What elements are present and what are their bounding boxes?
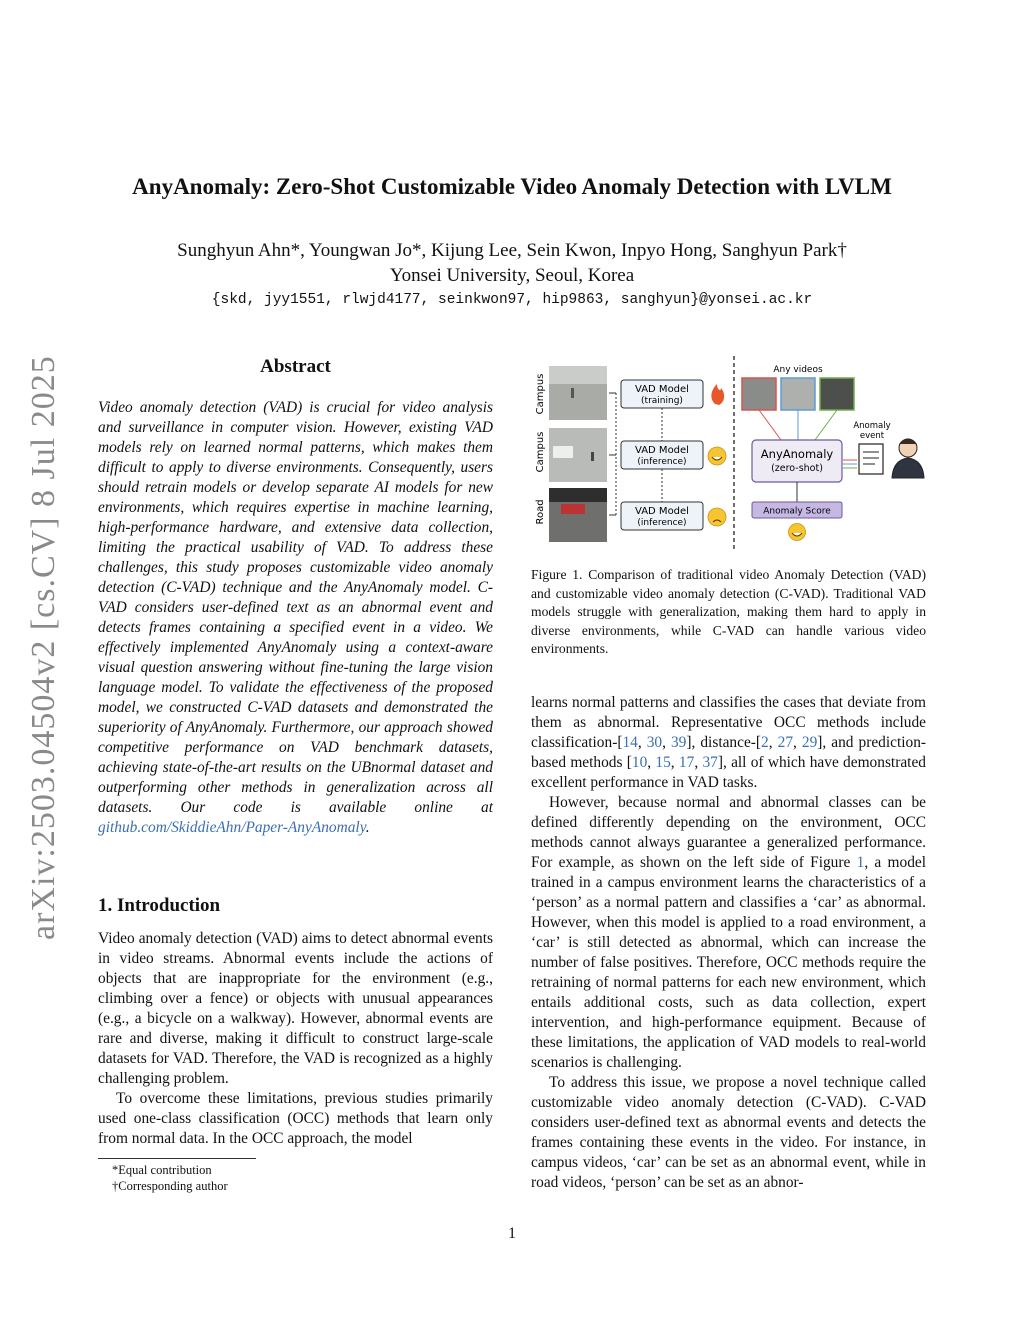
introduction-text bbox=[98, 929, 493, 1149]
campus-video-thumbnail-2 bbox=[549, 428, 607, 482]
vad-model-inference-box-2 bbox=[621, 502, 703, 530]
svg-text:VAD Model: VAD Model bbox=[635, 445, 689, 456]
abstract-heading: Abstract bbox=[260, 356, 331, 377]
figure-1 bbox=[531, 352, 931, 552]
anyanomaly-model-box bbox=[752, 440, 842, 482]
row-label-campus-1: Campus bbox=[535, 373, 546, 415]
svg-text:(training): (training) bbox=[641, 396, 683, 406]
footnote-divider bbox=[98, 1158, 256, 1159]
intro-paragraph-2: To overcome these limitations, previous studies primarily used one-class classification (OCC) methods that learn only from normal data. In the OCC approach, the model bbox=[98, 1090, 493, 1147]
svg-text:VAD Model: VAD Model bbox=[635, 384, 689, 395]
anomaly-event-label-line1: Anomaly bbox=[853, 421, 891, 431]
anomaly-event-label-line2: event bbox=[859, 431, 885, 441]
page-number: 1 bbox=[508, 1225, 516, 1242]
document-icon bbox=[859, 444, 883, 474]
author-emails: {skd, jyy1551, rlwjd4177, seinkwon97, hip9863, sanghyun}@yonsei.ac.kr bbox=[211, 292, 813, 308]
road-video-thumbnail bbox=[549, 488, 607, 542]
figure-caption: Figure 1. Comparison of traditional video Anomaly Detection (VAD) and customizable video anomaly detection (C-VAD). Traditional VAD models struggle with generalization, making them hard to apply in diverse environments, while C-VAD can handle various video environments. bbox=[531, 567, 926, 656]
right-paragraph-1: learns normal patterns and classifies the cases that deviate from them as abnormal. Representative OCC methods include classification-[14, 30, 39], distance-[2, 27, 29], and prediction-based methods [10, 15, 17, 37], all of which have demonstrated excellent performance in VAD tasks. bbox=[531, 694, 927, 791]
svg-text:AnyAnomaly: AnyAnomaly bbox=[760, 447, 834, 461]
paper-title: AnyAnomaly: Zero-Shot Customizable Video Anomaly Detection with LVLM bbox=[132, 174, 892, 199]
figure-reference-link[interactable]: 1 bbox=[856, 854, 865, 871]
author-list: Sunghyun Ahn*, Youngwan Jo*, Kijung Lee, Sein Kwon, Inpyo Hong, Sanghyun Park† bbox=[177, 240, 847, 261]
footnote-equal-contribution: *Equal contribution bbox=[112, 1163, 212, 1177]
any-video-thumbnail-1 bbox=[742, 378, 776, 410]
svg-text:Anomaly Score: Anomaly Score bbox=[763, 506, 831, 517]
affiliation: Yonsei University, Seoul, Korea bbox=[389, 265, 635, 286]
any-video-thumbnail-2 bbox=[781, 378, 815, 410]
row-label-road: Road bbox=[535, 499, 546, 525]
arxiv-identifier: arXiv:2503.04504v2 [cs.CV] 8 Jul 2025 bbox=[25, 355, 62, 940]
citation-link[interactable]: 14 bbox=[622, 734, 638, 751]
any-videos-label: Any videos bbox=[773, 365, 823, 375]
citation-link[interactable]: 39 bbox=[670, 734, 687, 751]
row-label-campus-2: Campus bbox=[535, 431, 546, 473]
abstract-text bbox=[98, 398, 493, 838]
footnotes bbox=[112, 1162, 228, 1194]
citation-link[interactable]: 10 bbox=[631, 754, 648, 771]
abstract-body-text: Video anomaly detection (VAD) is crucial for video analysis and surveillance in computer vision. However, existing VAD models rely on learned normal patterns, which makes them difficult to apply to diverse environments. Consequently, users should retrain models or develop separate AI models for new environments, which requires expertise in machine learning, high-performance hardware, and extensive data collection, limiting the practical usability of VAD. To address these challenges, this study proposes customizable video anomaly detection (C-VAD) technique and the AnyAnomaly model. C-VAD considers user-defined text as an abnormal event and detects frames containing a specified event in a video. We effectively implemented AnyAnomaly using a context-aware visual question answering without fine-tuning the large vision language model. To validate the effectiveness of the proposed model, we constructed C-VAD datasets and demonstrated the superiority of AnyAnomaly. Furthermore, our approach showed competitive performance on VAD benchmark datasets, achieving state-of-the-art results on the UBnormal dataset and outperforming other methods in generalization across all datasets. Our code is available online at bbox=[98, 399, 493, 816]
citation-link[interactable]: 17 bbox=[678, 754, 695, 771]
citation-link[interactable]: 37 bbox=[702, 754, 718, 771]
any-video-thumbnail-3 bbox=[820, 378, 854, 410]
grinning-face-icon bbox=[708, 447, 726, 465]
svg-text:(zero-shot): (zero-shot) bbox=[771, 463, 823, 474]
fire-icon bbox=[711, 384, 724, 405]
right-column-text bbox=[531, 693, 926, 1193]
right-paragraph-3: To address this issue, we propose a novel technique called customizable video anomaly detection (C-VAD). C-VAD considers user-defined text as abnormal events and detects the frames containing these events in the video. For instance, in campus videos, ‘car’ can be set as an abnormal event, while in road videos, ‘person’ can be set as an abnor- bbox=[531, 1074, 926, 1191]
section-heading-introduction: 1. Introduction bbox=[98, 895, 221, 916]
vad-model-training-box bbox=[621, 380, 703, 408]
citation-link[interactable]: 15 bbox=[655, 754, 671, 771]
right-paragraph-2: However, because normal and abnormal classes can be defined differently depending on the environment, OCC methods cannot always guarantee a generalized performance. For example, as shown on the left side of Figure 1, a model trained in a campus environment learns the characteristics of a ‘person’ as a normal pattern and classifies a ‘car’ as abnormal. However, when this model is applied to a road environment, a ‘car’ is still detected as abnormal, which can increase the number of false positives. Therefore, OCC methods require the retraining of normal patterns for each new environment, which entails additional costs, such as data collection, expert intervention, and high-performance equipment. Because of these limitations, the application of VAD models to real-world scenarios is challenging. bbox=[531, 794, 927, 1071]
user-avatar-icon bbox=[892, 439, 924, 478]
abstract-end: . bbox=[365, 819, 370, 836]
worried-face-icon bbox=[708, 508, 726, 526]
svg-text:(inference): (inference) bbox=[637, 518, 687, 528]
citation-link[interactable]: 29 bbox=[801, 734, 818, 751]
vad-model-inference-box-1 bbox=[621, 441, 703, 469]
citation-link[interactable]: 27 bbox=[777, 734, 794, 751]
citation-link[interactable]: 30 bbox=[646, 734, 663, 751]
citation-link[interactable]: 2 bbox=[761, 734, 769, 751]
svg-text:(inference): (inference) bbox=[637, 457, 687, 467]
anomaly-score-box bbox=[752, 502, 842, 518]
svg-text:VAD Model: VAD Model bbox=[635, 506, 689, 517]
code-link[interactable]: github.com/SkiddieAhn/Paper-AnyAnomaly bbox=[98, 819, 366, 836]
grinning-face-icon-result bbox=[789, 524, 806, 541]
campus-video-thumbnail-1 bbox=[549, 366, 607, 420]
intro-paragraph-1: Video anomaly detection (VAD) aims to detect abnormal events in video streams. Abnormal events include the actions of objects that are inappropriate for the environment (e.g., climbing over a fence) or objects with unusual appearances (e.g., a bicycle on a walkway). However, abnormal events are rare and diverse, making it difficult to construct large-scale datasets for VAD. Therefore, the VAD is recognized as a highly challenging problem. bbox=[98, 930, 493, 1087]
footnote-corresponding-author: †Corresponding author bbox=[112, 1179, 228, 1193]
